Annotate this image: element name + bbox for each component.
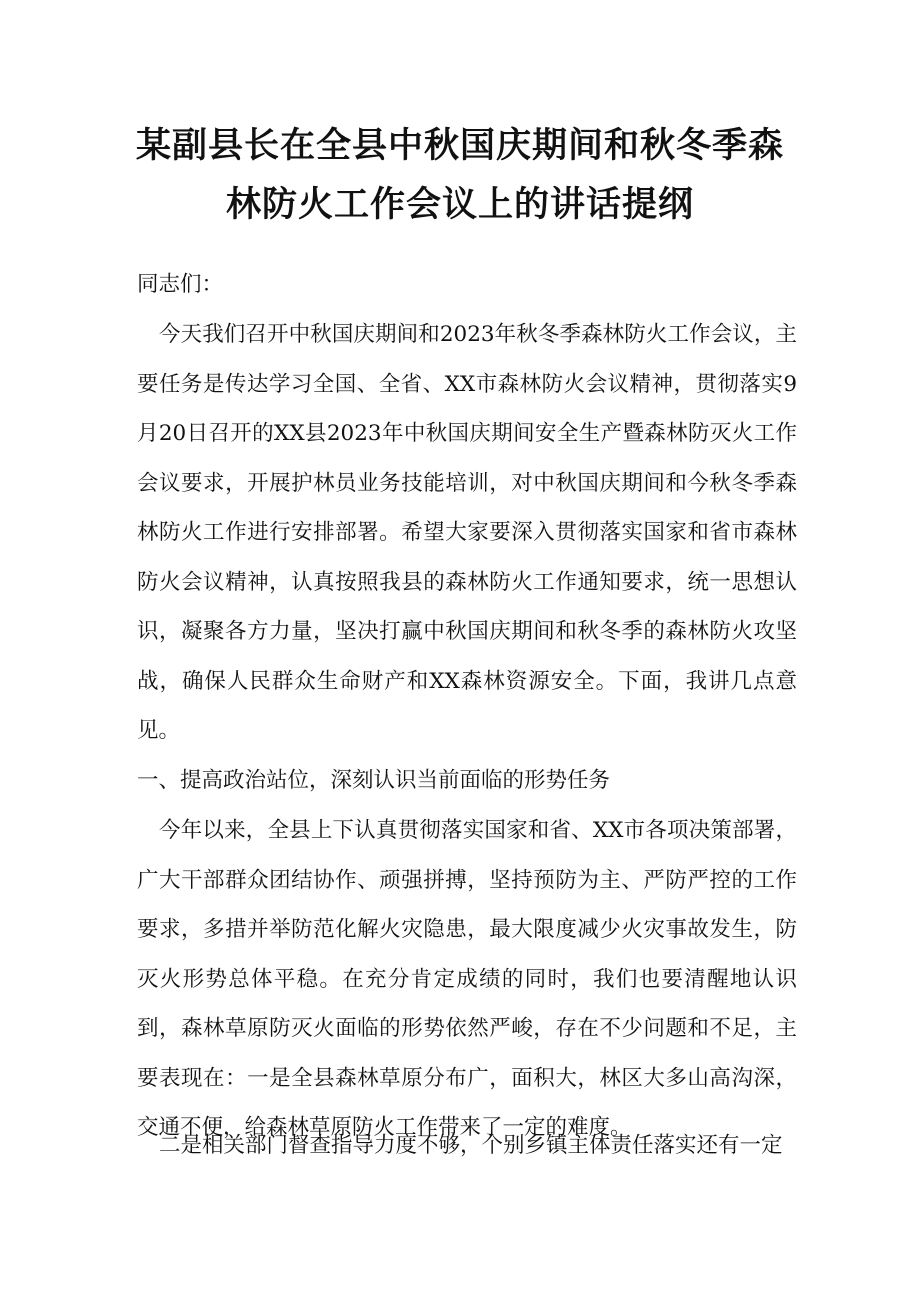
paragraph-situation: 今年以来，全县上下认真贯彻落实国家和省、XX市各项决策部署，广大干部群众团结协作、顽强拼搏，坚持预防为主、严防严控的工作要求，多措并举防范化解火灾隐患，最大限度减少火灾事故发生，防灭火形势总体平稳。在充分肯定成绩的同时，我们也要清醒地认识到，森林草原防灭火面临的形势依然严峻，存在不少问题和不足，主要表现在：一是全县森林草原分布广，面积大，林区大多山高沟深，交通不便，给森林草原防火工作带来了一定的难度。 <box>137 818 797 1140</box>
paragraph-issues: 二是相关部门督查指导力度不够，个别乡镇主体责任落实还有一定 <box>159 1133 783 1158</box>
salutation: 同志们： <box>137 272 224 297</box>
document-title-line-2: 林防火工作会议上的讲话提纲 <box>225 185 694 225</box>
section-heading-1: 一、提高政治站位，深刻认识当前面临的形势任务 <box>137 768 611 793</box>
document-title-line-1: 某副县长在全县中秋国庆期间和秋冬季森 <box>135 126 784 166</box>
paragraph-intro: 今天我们召开中秋国庆期间和2023年秋冬季森林防火工作会议，主要任务是传达学习全国、全省、XX市森林防火会议精神，贯彻落实9月20日召开的XX县2023年中秋国庆期间安全生产暨森林防灭火工作会议要求，开展护林员业务技能培训，对中秋国庆期间和今秋冬季森林防火工作进行安排部署。希望大家要深入贯彻落实国家和省市森林防火会议精神，认真按照我县的森林防火工作通知要求，统一思想认识，凝聚各方力量，坚决打赢中秋国庆期间和秋冬季的森林防火攻坚战，确保人民群众生命财产和XX森林资源安全。下面，我讲几点意见。 <box>137 322 797 743</box>
